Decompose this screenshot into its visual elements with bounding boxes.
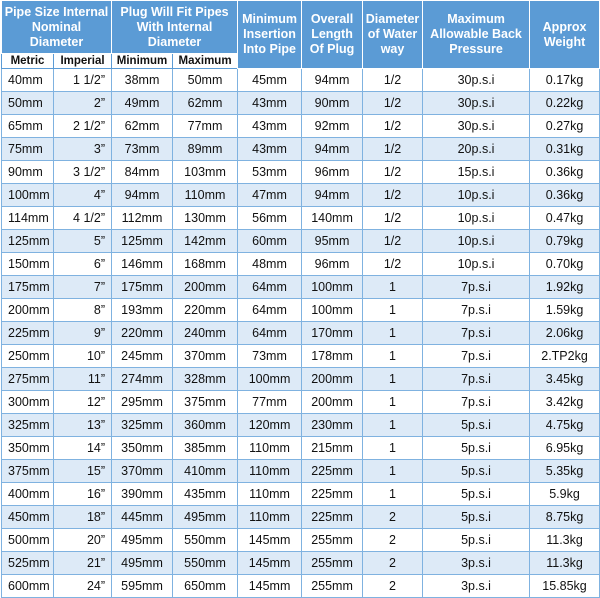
table-row bbox=[2, 115, 600, 138]
weight-cell: 15.85kg bbox=[530, 575, 600, 598]
weight-cell: 11.3kg bbox=[530, 529, 600, 552]
pressure-cell: 7p.s.i bbox=[423, 368, 530, 391]
min-diameter-cell: 38mm bbox=[112, 69, 173, 92]
insertion-cell: 145mm bbox=[238, 529, 302, 552]
waterway-cell: 1/2 bbox=[363, 230, 423, 253]
min-diameter-cell: 146mm bbox=[112, 253, 173, 276]
imperial-cell: 4” bbox=[54, 184, 112, 207]
table-row bbox=[2, 161, 600, 184]
weight-cell: 4.75kg bbox=[530, 414, 600, 437]
waterway-cell: 1 bbox=[363, 483, 423, 506]
table-row bbox=[2, 184, 600, 207]
table-row bbox=[2, 276, 600, 299]
pressure-cell: 5p.s.i bbox=[423, 529, 530, 552]
insertion-cell: 47mm bbox=[238, 184, 302, 207]
max-diameter-cell: 495mm bbox=[173, 506, 238, 529]
imperial-cell: 4 1/2” bbox=[54, 207, 112, 230]
max-diameter-cell: 62mm bbox=[173, 92, 238, 115]
waterway-cell: 1/2 bbox=[363, 207, 423, 230]
imperial-cell: 2 1/2” bbox=[54, 115, 112, 138]
imperial-cell: 14” bbox=[54, 437, 112, 460]
metric-cell: 175mm bbox=[2, 276, 54, 299]
max-diameter-cell: 220mm bbox=[173, 299, 238, 322]
imperial-cell: 16” bbox=[54, 483, 112, 506]
weight-cell: 0.31kg bbox=[530, 138, 600, 161]
pressure-cell: 10p.s.i bbox=[423, 184, 530, 207]
min-diameter-cell: 73mm bbox=[112, 138, 173, 161]
insertion-cell: 77mm bbox=[238, 391, 302, 414]
length-cell: 92mm bbox=[302, 115, 363, 138]
length-cell: 225mm bbox=[302, 506, 363, 529]
pressure-cell: 7p.s.i bbox=[423, 276, 530, 299]
min-diameter-cell: 84mm bbox=[112, 161, 173, 184]
table-row bbox=[2, 414, 600, 437]
min-diameter-cell: 274mm bbox=[112, 368, 173, 391]
pressure-cell: 5p.s.i bbox=[423, 483, 530, 506]
pipe-plug-spec-table bbox=[1, 0, 600, 598]
insertion-cell: 45mm bbox=[238, 69, 302, 92]
imperial-cell: 9” bbox=[54, 322, 112, 345]
weight-cell: 6.95kg bbox=[530, 437, 600, 460]
length-cell: 178mm bbox=[302, 345, 363, 368]
imperial-cell: 3 1/2” bbox=[54, 161, 112, 184]
insertion-cell: 120mm bbox=[238, 414, 302, 437]
imperial-cell: 6” bbox=[54, 253, 112, 276]
metric-cell: 350mm bbox=[2, 437, 54, 460]
min-diameter-cell: 295mm bbox=[112, 391, 173, 414]
imperial-cell: 1 1/2” bbox=[54, 69, 112, 92]
table-row bbox=[2, 437, 600, 460]
weight-cell: 0.36kg bbox=[530, 161, 600, 184]
length-cell: 200mm bbox=[302, 391, 363, 414]
insertion-cell: 110mm bbox=[238, 483, 302, 506]
metric-cell: 400mm bbox=[2, 483, 54, 506]
max-diameter-cell: 200mm bbox=[173, 276, 238, 299]
imperial-cell: 5” bbox=[54, 230, 112, 253]
imperial-cell: 10” bbox=[54, 345, 112, 368]
insertion-cell: 64mm bbox=[238, 276, 302, 299]
table-row bbox=[2, 92, 600, 115]
subheader-minimum: Minimum bbox=[112, 54, 173, 69]
table-row bbox=[2, 460, 600, 483]
imperial-cell: 7” bbox=[54, 276, 112, 299]
table-row bbox=[2, 391, 600, 414]
weight-cell: 3.42kg bbox=[530, 391, 600, 414]
metric-cell: 65mm bbox=[2, 115, 54, 138]
length-cell: 215mm bbox=[302, 437, 363, 460]
max-diameter-cell: 110mm bbox=[173, 184, 238, 207]
length-cell: 225mm bbox=[302, 483, 363, 506]
insertion-cell: 53mm bbox=[238, 161, 302, 184]
min-diameter-cell: 495mm bbox=[112, 529, 173, 552]
weight-cell: 2.TP2kg bbox=[530, 345, 600, 368]
length-cell: 95mm bbox=[302, 230, 363, 253]
waterway-cell: 1 bbox=[363, 368, 423, 391]
max-diameter-cell: 410mm bbox=[173, 460, 238, 483]
pressure-cell: 5p.s.i bbox=[423, 437, 530, 460]
weight-cell: 0.22kg bbox=[530, 92, 600, 115]
weight-cell: 8.75kg bbox=[530, 506, 600, 529]
min-diameter-cell: 62mm bbox=[112, 115, 173, 138]
min-diameter-cell: 193mm bbox=[112, 299, 173, 322]
imperial-cell: 21” bbox=[54, 552, 112, 575]
waterway-cell: 1/2 bbox=[363, 69, 423, 92]
imperial-cell: 2” bbox=[54, 92, 112, 115]
table-row bbox=[2, 345, 600, 368]
weight-cell: 11.3kg bbox=[530, 552, 600, 575]
insertion-cell: 48mm bbox=[238, 253, 302, 276]
metric-cell: 150mm bbox=[2, 253, 54, 276]
header-min-insertion: Minimum Insertion Into Pipe bbox=[238, 1, 302, 69]
table-row bbox=[2, 483, 600, 506]
weight-cell: 5.9kg bbox=[530, 483, 600, 506]
min-diameter-cell: 595mm bbox=[112, 575, 173, 598]
length-cell: 96mm bbox=[302, 253, 363, 276]
min-diameter-cell: 220mm bbox=[112, 322, 173, 345]
max-diameter-cell: 550mm bbox=[173, 552, 238, 575]
max-diameter-cell: 50mm bbox=[173, 69, 238, 92]
table-row bbox=[2, 552, 600, 575]
max-diameter-cell: 103mm bbox=[173, 161, 238, 184]
weight-cell: 0.36kg bbox=[530, 184, 600, 207]
length-cell: 170mm bbox=[302, 322, 363, 345]
waterway-cell: 1 bbox=[363, 345, 423, 368]
imperial-cell: 3” bbox=[54, 138, 112, 161]
weight-cell: 1.59kg bbox=[530, 299, 600, 322]
weight-cell: 0.27kg bbox=[530, 115, 600, 138]
header-plug-fit: Plug Will Fit Pipes With Internal Diameter bbox=[112, 1, 238, 54]
imperial-cell: 12” bbox=[54, 391, 112, 414]
waterway-cell: 1/2 bbox=[363, 184, 423, 207]
metric-cell: 50mm bbox=[2, 92, 54, 115]
pressure-cell: 7p.s.i bbox=[423, 391, 530, 414]
table-row bbox=[2, 506, 600, 529]
metric-cell: 300mm bbox=[2, 391, 54, 414]
waterway-cell: 1/2 bbox=[363, 115, 423, 138]
metric-cell: 75mm bbox=[2, 138, 54, 161]
metric-cell: 125mm bbox=[2, 230, 54, 253]
metric-cell: 325mm bbox=[2, 414, 54, 437]
insertion-cell: 110mm bbox=[238, 437, 302, 460]
waterway-cell: 1/2 bbox=[363, 138, 423, 161]
waterway-cell: 1 bbox=[363, 391, 423, 414]
min-diameter-cell: 370mm bbox=[112, 460, 173, 483]
imperial-cell: 20” bbox=[54, 529, 112, 552]
waterway-cell: 1 bbox=[363, 322, 423, 345]
min-diameter-cell: 94mm bbox=[112, 184, 173, 207]
length-cell: 96mm bbox=[302, 161, 363, 184]
metric-cell: 100mm bbox=[2, 184, 54, 207]
insertion-cell: 43mm bbox=[238, 92, 302, 115]
length-cell: 94mm bbox=[302, 138, 363, 161]
table-row bbox=[2, 69, 600, 92]
weight-cell: 0.79kg bbox=[530, 230, 600, 253]
insertion-cell: 145mm bbox=[238, 575, 302, 598]
waterway-cell: 2 bbox=[363, 552, 423, 575]
metric-cell: 500mm bbox=[2, 529, 54, 552]
insertion-cell: 73mm bbox=[238, 345, 302, 368]
header-pipe-size: Pipe Size Internal Nominal Diameter bbox=[2, 1, 112, 54]
table-row bbox=[2, 575, 600, 598]
subheader-metric: Metric bbox=[2, 54, 54, 69]
waterway-cell: 2 bbox=[363, 575, 423, 598]
min-diameter-cell: 49mm bbox=[112, 92, 173, 115]
metric-cell: 114mm bbox=[2, 207, 54, 230]
pressure-cell: 5p.s.i bbox=[423, 414, 530, 437]
pressure-cell: 30p.s.i bbox=[423, 92, 530, 115]
weight-cell: 0.17kg bbox=[530, 69, 600, 92]
waterway-cell: 1/2 bbox=[363, 253, 423, 276]
subheader-imperial: Imperial bbox=[54, 54, 112, 69]
pressure-cell: 30p.s.i bbox=[423, 115, 530, 138]
pressure-cell: 20p.s.i bbox=[423, 138, 530, 161]
length-cell: 100mm bbox=[302, 299, 363, 322]
length-cell: 225mm bbox=[302, 460, 363, 483]
insertion-cell: 100mm bbox=[238, 368, 302, 391]
insertion-cell: 110mm bbox=[238, 506, 302, 529]
metric-cell: 225mm bbox=[2, 322, 54, 345]
max-diameter-cell: 435mm bbox=[173, 483, 238, 506]
imperial-cell: 24” bbox=[54, 575, 112, 598]
metric-cell: 40mm bbox=[2, 69, 54, 92]
pressure-cell: 3p.s.i bbox=[423, 552, 530, 575]
metric-cell: 275mm bbox=[2, 368, 54, 391]
waterway-cell: 2 bbox=[363, 506, 423, 529]
min-diameter-cell: 175mm bbox=[112, 276, 173, 299]
max-diameter-cell: 550mm bbox=[173, 529, 238, 552]
imperial-cell: 8” bbox=[54, 299, 112, 322]
pressure-cell: 5p.s.i bbox=[423, 460, 530, 483]
metric-cell: 90mm bbox=[2, 161, 54, 184]
table-row bbox=[2, 368, 600, 391]
waterway-cell: 1 bbox=[363, 299, 423, 322]
waterway-cell: 1 bbox=[363, 414, 423, 437]
table-row bbox=[2, 230, 600, 253]
insertion-cell: 64mm bbox=[238, 322, 302, 345]
subheader-maximum: Maximum bbox=[173, 54, 238, 69]
waterway-cell: 1/2 bbox=[363, 92, 423, 115]
max-diameter-cell: 89mm bbox=[173, 138, 238, 161]
max-diameter-cell: 385mm bbox=[173, 437, 238, 460]
imperial-cell: 13” bbox=[54, 414, 112, 437]
imperial-cell: 11” bbox=[54, 368, 112, 391]
pressure-cell: 10p.s.i bbox=[423, 230, 530, 253]
metric-cell: 375mm bbox=[2, 460, 54, 483]
weight-cell: 1.92kg bbox=[530, 276, 600, 299]
header-overall-length: Overall Length Of Plug bbox=[302, 1, 363, 69]
length-cell: 255mm bbox=[302, 552, 363, 575]
max-diameter-cell: 240mm bbox=[173, 322, 238, 345]
metric-cell: 450mm bbox=[2, 506, 54, 529]
insertion-cell: 43mm bbox=[238, 115, 302, 138]
weight-cell: 0.70kg bbox=[530, 253, 600, 276]
waterway-cell: 1 bbox=[363, 460, 423, 483]
max-diameter-cell: 375mm bbox=[173, 391, 238, 414]
table-body bbox=[2, 69, 600, 598]
insertion-cell: 60mm bbox=[238, 230, 302, 253]
insertion-cell: 56mm bbox=[238, 207, 302, 230]
imperial-cell: 15” bbox=[54, 460, 112, 483]
min-diameter-cell: 390mm bbox=[112, 483, 173, 506]
weight-cell: 3.45kg bbox=[530, 368, 600, 391]
length-cell: 140mm bbox=[302, 207, 363, 230]
length-cell: 90mm bbox=[302, 92, 363, 115]
table-row bbox=[2, 138, 600, 161]
pressure-cell: 3p.s.i bbox=[423, 575, 530, 598]
metric-cell: 525mm bbox=[2, 552, 54, 575]
waterway-cell: 2 bbox=[363, 529, 423, 552]
table-row bbox=[2, 529, 600, 552]
min-diameter-cell: 495mm bbox=[112, 552, 173, 575]
insertion-cell: 64mm bbox=[238, 299, 302, 322]
table-row bbox=[2, 299, 600, 322]
pressure-cell: 7p.s.i bbox=[423, 322, 530, 345]
min-diameter-cell: 350mm bbox=[112, 437, 173, 460]
pressure-cell: 15p.s.i bbox=[423, 161, 530, 184]
metric-cell: 600mm bbox=[2, 575, 54, 598]
header-weight: Approx Weight bbox=[530, 1, 600, 69]
max-diameter-cell: 370mm bbox=[173, 345, 238, 368]
min-diameter-cell: 325mm bbox=[112, 414, 173, 437]
max-diameter-cell: 650mm bbox=[173, 575, 238, 598]
header-water-way: Diameter of Water way bbox=[363, 1, 423, 69]
max-diameter-cell: 328mm bbox=[173, 368, 238, 391]
waterway-cell: 1 bbox=[363, 437, 423, 460]
length-cell: 100mm bbox=[302, 276, 363, 299]
max-diameter-cell: 130mm bbox=[173, 207, 238, 230]
length-cell: 255mm bbox=[302, 529, 363, 552]
pressure-cell: 10p.s.i bbox=[423, 207, 530, 230]
max-diameter-cell: 77mm bbox=[173, 115, 238, 138]
insertion-cell: 43mm bbox=[238, 138, 302, 161]
length-cell: 255mm bbox=[302, 575, 363, 598]
metric-cell: 250mm bbox=[2, 345, 54, 368]
waterway-cell: 1 bbox=[363, 276, 423, 299]
weight-cell: 0.47kg bbox=[530, 207, 600, 230]
table-row bbox=[2, 207, 600, 230]
min-diameter-cell: 112mm bbox=[112, 207, 173, 230]
min-diameter-cell: 245mm bbox=[112, 345, 173, 368]
length-cell: 94mm bbox=[302, 69, 363, 92]
pressure-cell: 7p.s.i bbox=[423, 299, 530, 322]
length-cell: 200mm bbox=[302, 368, 363, 391]
metric-cell: 200mm bbox=[2, 299, 54, 322]
pressure-cell: 7p.s.i bbox=[423, 345, 530, 368]
max-diameter-cell: 360mm bbox=[173, 414, 238, 437]
header-back-pressure: Maximum Allowable Back Pressure bbox=[423, 1, 530, 69]
insertion-cell: 145mm bbox=[238, 552, 302, 575]
pressure-cell: 10p.s.i bbox=[423, 253, 530, 276]
table-row bbox=[2, 253, 600, 276]
pressure-cell: 30p.s.i bbox=[423, 69, 530, 92]
weight-cell: 2.06kg bbox=[530, 322, 600, 345]
length-cell: 94mm bbox=[302, 184, 363, 207]
pressure-cell: 5p.s.i bbox=[423, 506, 530, 529]
weight-cell: 5.35kg bbox=[530, 460, 600, 483]
min-diameter-cell: 445mm bbox=[112, 506, 173, 529]
min-diameter-cell: 125mm bbox=[112, 230, 173, 253]
insertion-cell: 110mm bbox=[238, 460, 302, 483]
length-cell: 230mm bbox=[302, 414, 363, 437]
imperial-cell: 18” bbox=[54, 506, 112, 529]
table-row bbox=[2, 322, 600, 345]
waterway-cell: 1/2 bbox=[363, 161, 423, 184]
max-diameter-cell: 142mm bbox=[173, 230, 238, 253]
max-diameter-cell: 168mm bbox=[173, 253, 238, 276]
